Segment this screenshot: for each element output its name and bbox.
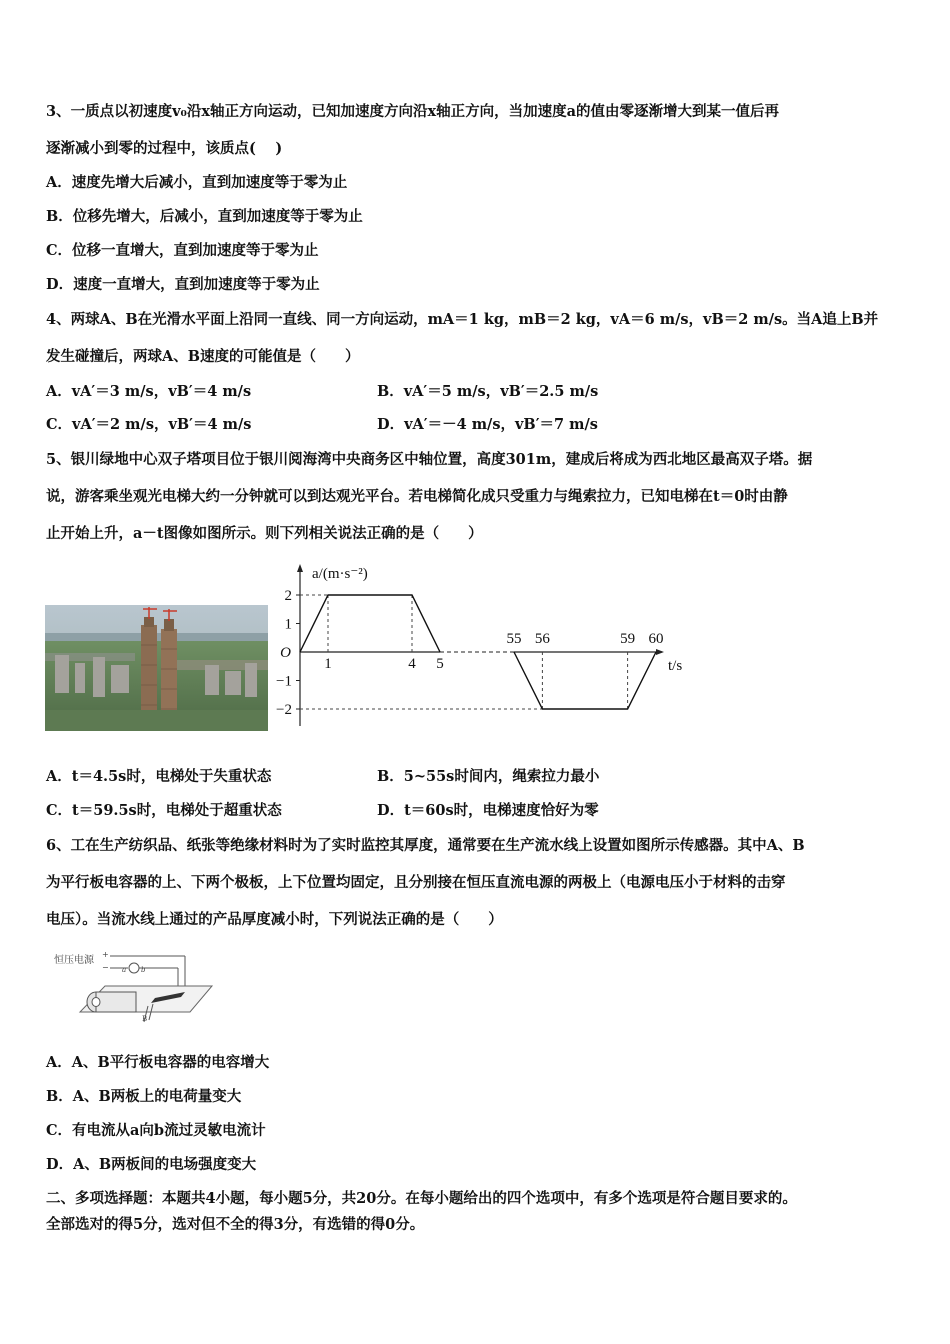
q5-stem-line1: 5、银川绿地中心双子塔项目位于银川阅海湾中央商务区中轴位置，高度301m，建成后将成为西北地区最高双子塔。据 <box>46 451 813 468</box>
y-tick-label: 2 <box>284 588 292 604</box>
y-tick-label: 1 <box>284 616 292 633</box>
q3-option-c: C．位移一直增大，直到加速度等于零为止 <box>46 242 319 259</box>
q4-option-b: B．vA′＝5 m/s，vB′＝2.5 m/s <box>377 383 599 400</box>
q5-option-a: A．t＝4.5s时，电梯处于失重状态 <box>46 768 272 785</box>
q3-stem-line1: 3、一质点以初速度v₀沿x轴正方向运动，已知加速度方向沿x轴正方向，当加速度a的值由零逐渐增大到某一值后再 <box>46 103 780 120</box>
q4-option-d: D．vA′＝－4 m/s，vB′＝7 m/s <box>377 416 598 433</box>
q5-stem-line2: 说，游客乘坐观光电梯大约一分钟就可以到达观光平台。若电梯简化成只受重力与绳索拉力，已知电梯在t＝0时由静 <box>46 488 788 505</box>
chart-axes <box>296 564 664 726</box>
q6-option-a: A．A、B平行板电容器的电容增大 <box>46 1054 270 1071</box>
y-tick-label: −1 <box>276 673 292 690</box>
q6-stem-line1: 6、工在生产纺织品、纸张等绝缘材料时为了实时监控其厚度，通常要在生产流水线上设置如图所示传感器。其中A、B <box>46 837 805 854</box>
x-tick-label: 56 <box>534 631 550 647</box>
q6-option-c: C．有电流从a向b流过灵敏电流计 <box>46 1122 266 1139</box>
a-t-chart <box>270 558 700 738</box>
twin-tower-photo <box>45 605 268 731</box>
sensor-diagram <box>50 948 220 1024</box>
q4-option-c: C．vA′＝2 m/s，vB′＝4 m/s <box>46 416 252 433</box>
q5-option-d: D．t＝60s时，电梯速度恰好为零 <box>377 802 599 819</box>
galvanometer-icon <box>129 963 139 973</box>
y-axis-label: a/(m·s⁻²) <box>312 566 368 582</box>
x-axis-arrow <box>656 649 664 655</box>
origin-label: O <box>280 645 291 661</box>
x-tick-label: 4 <box>408 656 416 672</box>
q4-option-a: A．vA′＝3 m/s，vB′＝4 m/s <box>46 383 252 400</box>
series-decel-phase <box>514 652 656 709</box>
sensor-label: 恒压电源 <box>54 955 94 966</box>
x-axis-label: t/s <box>668 658 683 674</box>
x-tick-label: 59 <box>620 631 636 647</box>
q3-option-d: D．速度一直增大，直到加速度等于零为止 <box>46 276 320 293</box>
q5-option-c: C．t＝59.5s时，电梯处于超重状态 <box>46 802 282 819</box>
x-tick-label: 55 <box>506 631 522 647</box>
x-tick-label: 5 <box>436 656 444 672</box>
q4-stem-line2: 发生碰撞后，两球A、B速度的可能值是（ ） <box>46 348 360 365</box>
svg-text:B: B <box>142 1015 148 1023</box>
x-tick-label: 1 <box>324 656 332 672</box>
x-tick-label: 60 <box>648 631 664 647</box>
q4-stem-line1: 4、两球A、B在光滑水平面上沿同一直线、同一方向运动，mA＝1 kg，mB＝2 kg，vA＝6 m/s，vB＝2 m/s。当A追上B并 <box>46 311 879 328</box>
q5-stem-line3: 止开始上升，a－t图像如图所示。则下列相关说法正确的是（ ） <box>46 525 483 542</box>
q5-option-b: B．5~55s时间内，绳索拉力最小 <box>377 768 600 785</box>
q6-option-b: B．A、B两板上的电荷量变大 <box>46 1088 242 1105</box>
q3-option-b: B．位移先增大，后减小，直到加速度等于零为止 <box>46 208 363 225</box>
svg-text:a: a <box>122 966 127 974</box>
series-accel-phase <box>300 595 440 652</box>
y-tick-label: −2 <box>276 702 292 718</box>
svg-text:+: + <box>102 950 109 959</box>
q3-option-a: A．速度先增大后减小，直到加速度等于零为止 <box>46 174 348 191</box>
chart-labels <box>276 566 682 718</box>
q6-option-d: D．A、B两板间的电场强度变大 <box>46 1156 257 1173</box>
section2-line2: 全部选对的得5分，选对但不全的得3分，有选错的得0分。 <box>46 1216 425 1233</box>
q6-stem-line2: 为平行板电容器的上、下两个极板，上下位置均固定，且分别接在恒压直流电源的两极上（电源电压小于材料的击穿 <box>46 874 786 891</box>
q6-stem-line3: 电压）。当流水线上通过的产品厚度减小时，下列说法正确的是（ ） <box>46 911 503 928</box>
y-axis-arrow <box>297 564 303 572</box>
svg-text:−: − <box>102 963 109 972</box>
section2-line1: 二、多项选择题：本题共4小题，每小题5分，共20分。在每小题给出的四个选项中，有多个选项是符合题目要求的。 <box>46 1190 797 1207</box>
svg-text:b: b <box>141 966 146 974</box>
q3-stem-line2: 逐渐减小到零的过程中，该质点( ) <box>46 140 283 157</box>
